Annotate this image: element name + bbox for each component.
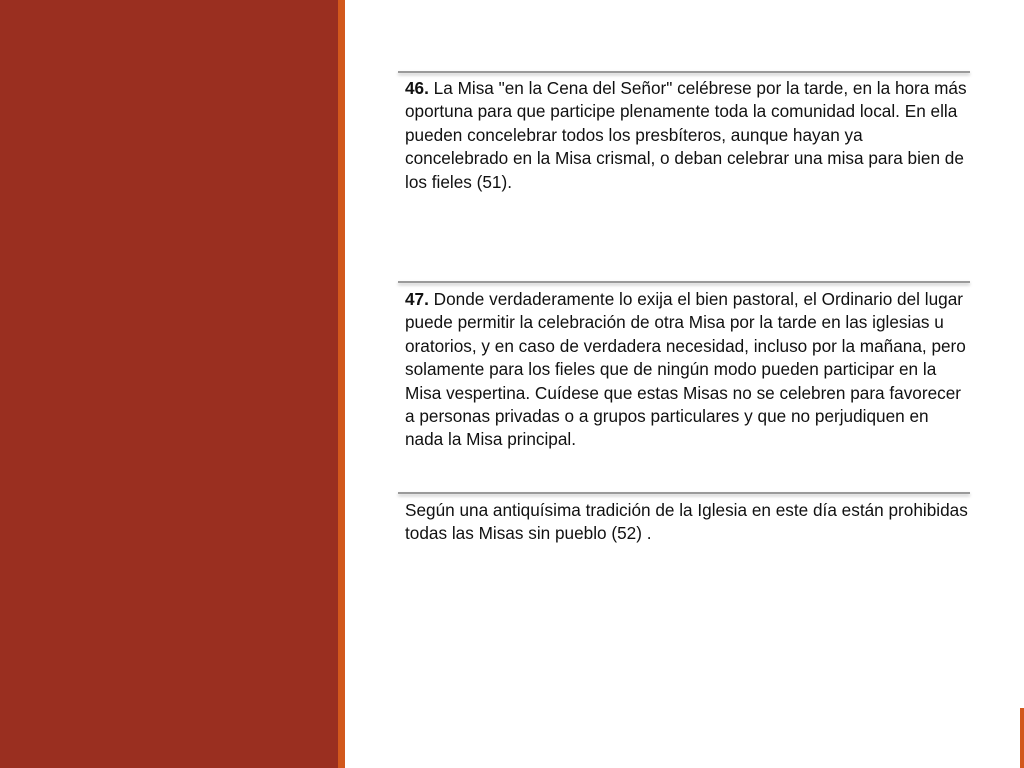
paragraph-text: La Misa "en la Cena del Señor" celébrese por la tarde, en la hora más oportuna para que participe plenamente toda la comunidad local. En ella pueden concelebrar todos los presbíteros, aunque hayan ya concelebrado en la Misa crismal, o deban celebrar una misa para bien de los fieles (51). [405, 78, 967, 192]
corner-accent-mark [1020, 708, 1024, 768]
paragraph-text: Según una antiquísima tradición de la Iglesia en este día están prohibidas todas las Misas sin pueblo (52) . [405, 500, 968, 544]
divider-line [398, 71, 970, 73]
paragraph-46 [405, 77, 970, 194]
paragraph-47 [405, 288, 970, 452]
paragraph-number: 46. [405, 78, 429, 98]
left-accent-stripe [338, 0, 345, 768]
divider-line [398, 281, 970, 283]
divider-line [398, 492, 970, 494]
paragraph-number: 47. [405, 289, 429, 309]
paragraph-text: Donde verdaderamente lo exija el bien pastoral, el Ordinario del lugar puede permitir la celebración de otra Misa por la tarde en las iglesias u oratorios, y en caso de verdadera necesidad, incluso por la mañana, pero solamente para los fieles que de ningún modo pueden participar en la Misa vespertina. Cuídese que estas Misas no se celebren para favorecer a personas privadas o a grupos particulares y que no perjudiquen en nada la Misa principal. [405, 289, 966, 450]
paragraph-tradition [405, 499, 970, 546]
left-color-panel [0, 0, 338, 768]
